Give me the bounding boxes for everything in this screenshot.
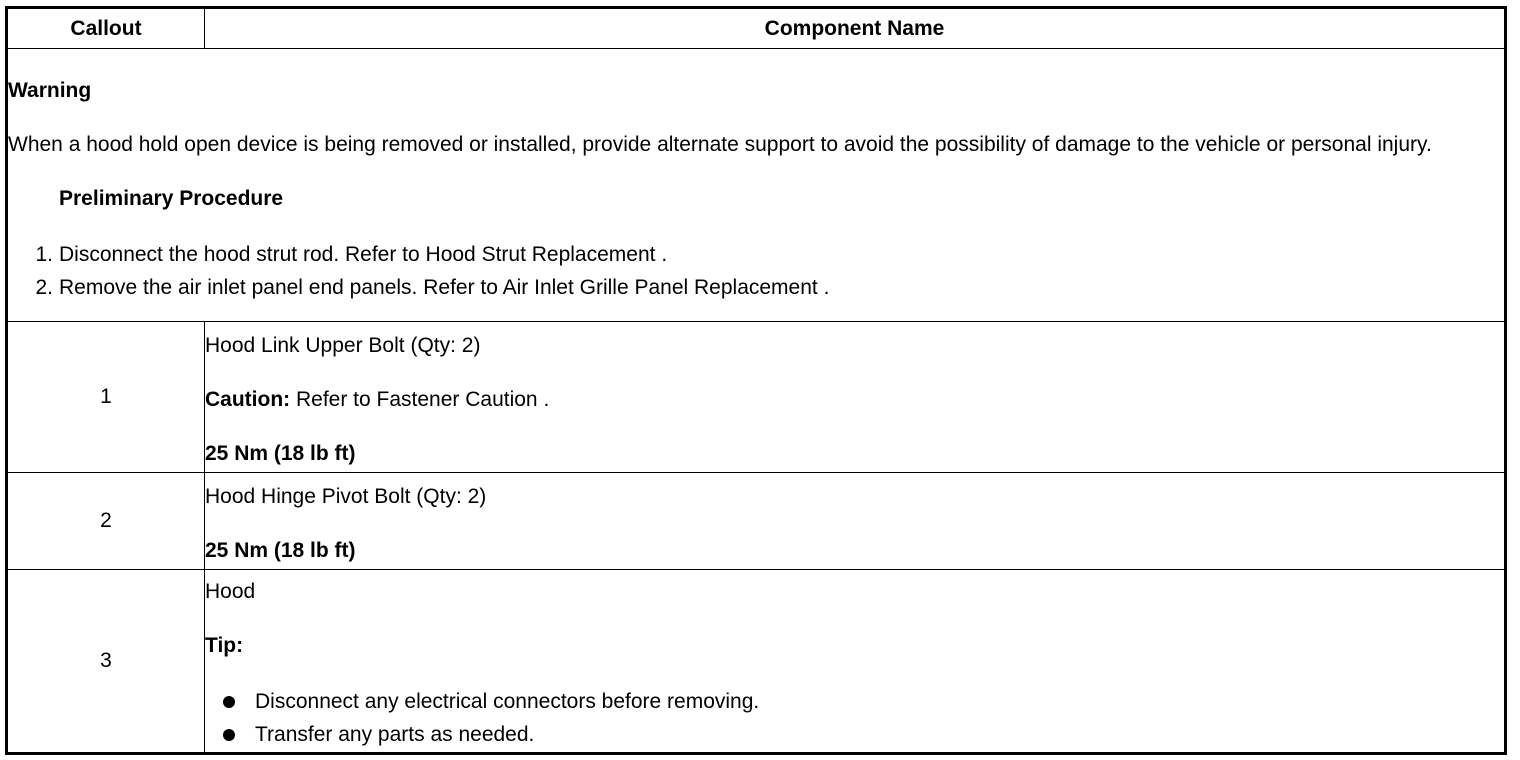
table-row xyxy=(7,473,1506,570)
component-cell xyxy=(205,570,1506,754)
component-name: Hood Link Upper Bolt (Qty: 2) xyxy=(205,334,481,357)
preliminary-procedure-title: Preliminary Procedure xyxy=(59,186,284,210)
step-number: 1. xyxy=(35,242,53,266)
table-row xyxy=(7,570,1506,754)
table-row xyxy=(7,322,1506,473)
list-item xyxy=(205,718,1504,751)
step-number: 2. xyxy=(35,275,53,299)
header-component-name: Component Name xyxy=(205,8,1506,49)
warning-title: Warning xyxy=(8,78,92,102)
step-text: Remove the air inlet panel end panels. Refer to Air Inlet Grille Panel Replacement . xyxy=(59,275,830,299)
header-row xyxy=(7,8,1506,49)
torque-spec: 25 Nm (18 lb ft) xyxy=(205,539,356,562)
tip-text: Disconnect any electrical connectors before removing. xyxy=(255,690,760,713)
step-item xyxy=(8,271,1504,304)
callout-number: 2 xyxy=(7,473,205,570)
component-name: Hood Hinge Pivot Bolt (Qty: 2) xyxy=(205,485,487,508)
list-item xyxy=(205,685,1504,718)
tip-list xyxy=(205,685,1504,751)
component-cell xyxy=(205,473,1506,570)
bullet-icon xyxy=(223,696,235,708)
procedure-table xyxy=(5,6,1507,755)
caution-text: Refer to Fastener Caution . xyxy=(290,388,550,411)
tip-text: Transfer any parts as needed. xyxy=(255,723,535,746)
warning-cell xyxy=(7,49,1506,322)
bullet-icon xyxy=(223,729,235,741)
caution-label: Caution: xyxy=(205,388,291,411)
tip-label: Tip: xyxy=(205,634,244,657)
warning-text: When a hood hold open device is being removed or installed, provide alternate support to avoid the possibility of damage to the vehicle or personal injury. xyxy=(8,132,1432,156)
component-cell xyxy=(205,322,1506,473)
step-item xyxy=(8,238,1504,271)
torque-spec: 25 Nm (18 lb ft) xyxy=(205,442,356,465)
caution-line xyxy=(205,385,1504,415)
component-name: Hood xyxy=(205,580,256,603)
callout-number: 3 xyxy=(7,570,205,754)
preliminary-steps xyxy=(8,238,1504,304)
header-callout: Callout xyxy=(7,8,205,49)
step-text: Disconnect the hood strut rod. Refer to Hood Strut Replacement . xyxy=(59,242,668,266)
warning-row xyxy=(7,49,1506,322)
callout-number: 1 xyxy=(7,322,205,473)
